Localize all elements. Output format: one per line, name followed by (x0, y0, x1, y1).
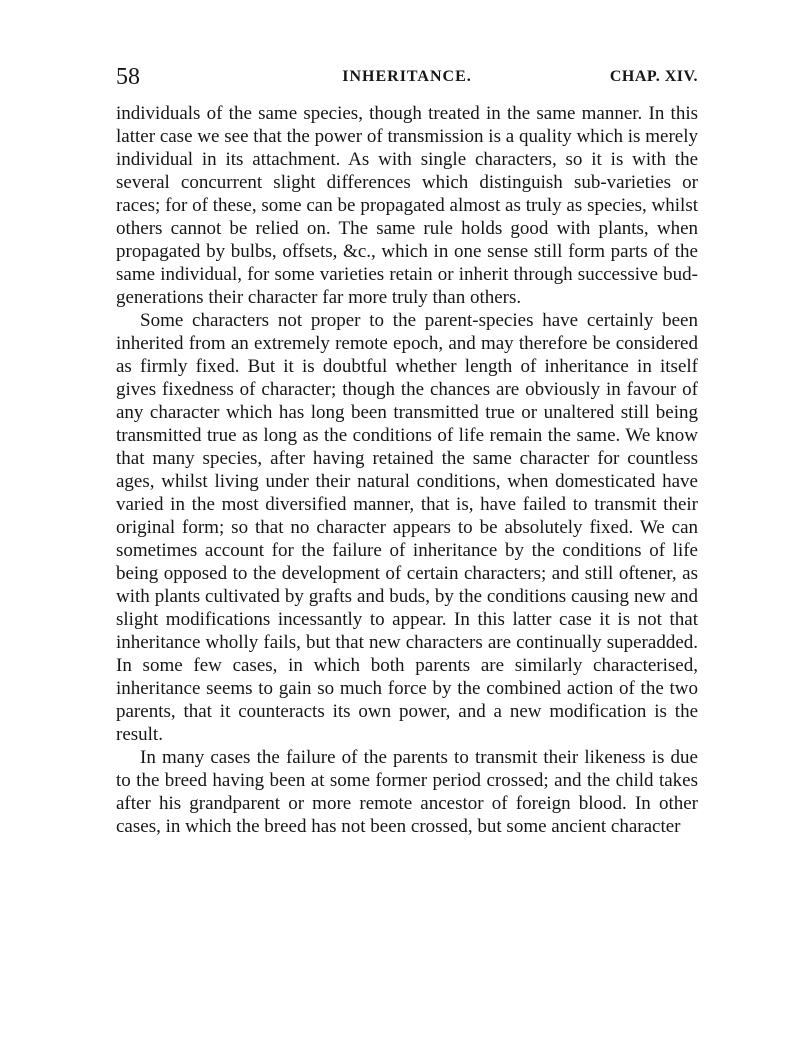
running-title: INHERITANCE. (342, 68, 472, 85)
paragraph-continuation: individuals of the same species, though treated in the same manner. In this latter case we see that the power of transmission is a quality which is merely individual in its attachment. As with single characters, so it is with the several concurrent slight differences which distinguish sub-varieties or races; for of these, some can be propagated almost as truly as species, whilst others cannot be relied on. The same rule holds good with plants, when propagated by bulbs, offsets, &c., which in one sense still form parts of the same individual, for some varieties retain or inherit through successive bud-generations their character far more truly than others. (116, 103, 698, 308)
page-number: 58 (116, 64, 140, 90)
book-page (116, 62, 698, 838)
chapter-reference: CHAP. XIV. (609, 68, 698, 85)
running-head (116, 62, 698, 102)
paragraph-crossed-breeds: In many cases the failure of the parents to transmit their likeness is due to the breed having been at some former period crossed; and the child takes after his grandparent or more remote ancestor of foreign blood. In other cases, in which the breed has not been crossed, but some ancient character (116, 747, 698, 837)
body-text (116, 102, 698, 838)
paragraph-fixed-characters: Some characters not proper to the parent-species have certainly been inherited from an extremely remote epoch, and may therefore be considered as firmly fixed. But it is doubtful whether length of inheritance in itself gives fixedness of character; though the chances are obviously in favour of any character which has long been transmitted true or unaltered still being transmitted true as long as the conditions of life remain the same. We know that many species, after having retained the same character for countless ages, whilst living under their natural conditions, when domesticated have varied in the most diversified manner, that is, have failed to transmit their original form; so that no character appears to be absolutely fixed. We can sometimes account for the failure of inheritance by the conditions of life being opposed to the development of certain characters; and still oftener, as with plants cultivated by grafts and buds, by the conditions causing new and slight modifications incessantly to appear. In this latter case it is not that inheritance wholly fails, but that new characters are continually superadded. In some few cases, in which both parents are similarly characterised, inheritance seems to gain so much force by the combined action of the two parents, that it counteracts its own power, and a new modification is the result. (116, 310, 698, 745)
